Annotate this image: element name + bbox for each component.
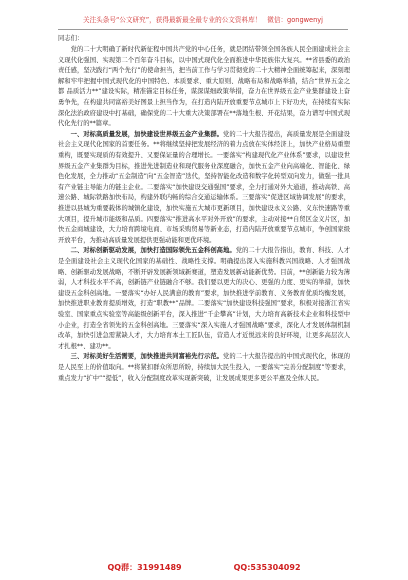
header-banner bbox=[58, 12, 348, 26]
section-heading: 二、对标创新驱动发展，加快打造国际领先五金科创高地。 bbox=[70, 247, 236, 255]
footer-qq-group: QQ群：31991489 bbox=[107, 562, 182, 572]
paragraph-section-1 bbox=[58, 130, 350, 247]
paragraph-section-2 bbox=[58, 246, 350, 352]
paragraph-text: 党的二十大明确了新时代新征程中国共产党的中心任务，就是团结带领全国各族人民全面建成社会主义现代化强国、实现第二个百年奋斗目标，以中国式现代化全面推进中华民族伟大复兴。**省县委的政治责任感，坚决践行“两个先行”的使命担当，把当前工作与学习贯彻党的二十大精神全面统筹起来，深刻理解和牢牢把握中国式现代化的中国特色、本质要求、重大原则、战略布局和战略举措，结合“世界五金之都 品质活力**”建设实际，精准锚定目标任务，谋深谋细政策举措，奋力在世界级五金产业集群建设上奋勇争先，在构建共同富裕美好图景上担当作为，在打造内陆开放重要节点城市上下好功夫，在持续有实际深化法治政府建设中打基础，确保党的二十大重大决策部署在**落地生根、开花结果，奋力谱写中国式现代化先行的**篇章。 bbox=[58, 46, 350, 128]
banner-promo-text: 关注头条号“公文研究”，获得最新最全最专业的公文资料库！ bbox=[82, 16, 262, 24]
section-heading: 一、对标高质量发展，加快建设世界级五金产业集群。 bbox=[70, 130, 224, 138]
document-body bbox=[58, 34, 350, 384]
paragraph-text: 党的二十大报告提出的中国式现代化，体现的是人民至上的价值取向。**将紧扣群众所思所盼，持续加大民生投入，一要落实“完善分配制度”等要求，重点发力“扩中”“提低”，收入分配制度改革实现新突破，让发展成果更多更公平惠及全体人民。 bbox=[58, 353, 351, 382]
paragraph-text: 党的二十大报告指出，教育、科技、人才是全面建设社会主义现代化国家的基础性、战略性支撑。明确提出深入实施科教兴国战略、人才强国战略、创新驱动发展战略，不断开辟发展新领域新赛道，塑造发展新动能新优势。目前，**创新能力较为薄弱，人才科技水平不高，创新链产业链融合不够。我们要以更大的决心、更强的力度、更实的举措，加快建设五金科创高地。一要落实“办好人民满意的教育”要求，加快推进学前教育、义务教育优质均衡发展，加快推进职业教育提质增效，打造“职教**”品牌。二要落实“加快建设科技强国”要求，积极对接浙江省实验室、国家重点实验室等高能级创新平台，深入推进“千企攀高”计划，大力培育高新技术企业和科技型中小企业，打造全省领先的五金科创高地。三要落实“深入实施人才强国战略”要求，深化人才发展体制机制改革，加快引进急需紧缺人才，大力培育本土工匠队伍，营造人才近悦远来的良好环境，让更多高层次人才扎根**、建功**。 bbox=[58, 247, 351, 350]
section-heading: 三、对标美好生活需要，加快推进共同富裕先行示范。 bbox=[70, 353, 224, 361]
paragraph-intro bbox=[58, 45, 350, 130]
paragraph-section-3 bbox=[58, 352, 350, 384]
salutation: 同志们： bbox=[58, 35, 84, 42]
header-divider bbox=[58, 29, 348, 30]
paragraph-text: 党的二十大报告提出，高质量发展是全面建设社会主义现代化国家的首要任务。**将继续坚持把发展经济的着力点放在实体经济上，加快产业格局重塑重构，既要实现质的有效提升、又要保证量的合理增长。一要落实“构建现代化产业体系”要求，以建设世界级五金产业集群为目标，推进先进制造业和现代服务业深度融合，加快五金产业向高端化、智能化、绿色化发展，全力推动“五金制造”向“五金智造”迭代，坚持智能化改造和数字化转型双向发力，做强一批具有产业链主导能力的链主企业。二要落实“加快建设交通强国”要求，全力打通对外大通道，推动高铁、高速公路、城际铁路加快布局，构建外联内畅的综合交通运输体系。三要落实“促进区域协调发展”的要求，推进以县城为重要载体的城镇化建设，加快实施五大城市更新项目，加快建设永义公路、义东快速路等重大项目，提升城市能级和品质。四要落实“推进高水平对外开放”的要求，主动对接**自贸区金义片区，加快五金商城建设，大力培育跨境电商、市场采购贸易等新业态，打造内陆开放重要节点城市，争创国家级开放平台，为推动高质量发展提供更强动能和更优环境。 bbox=[58, 130, 351, 244]
banner-wechat-text: 微信：gongwenyj bbox=[267, 16, 323, 24]
footer-qq: QQ:535304092 bbox=[233, 562, 301, 572]
footer-contact bbox=[0, 561, 408, 573]
